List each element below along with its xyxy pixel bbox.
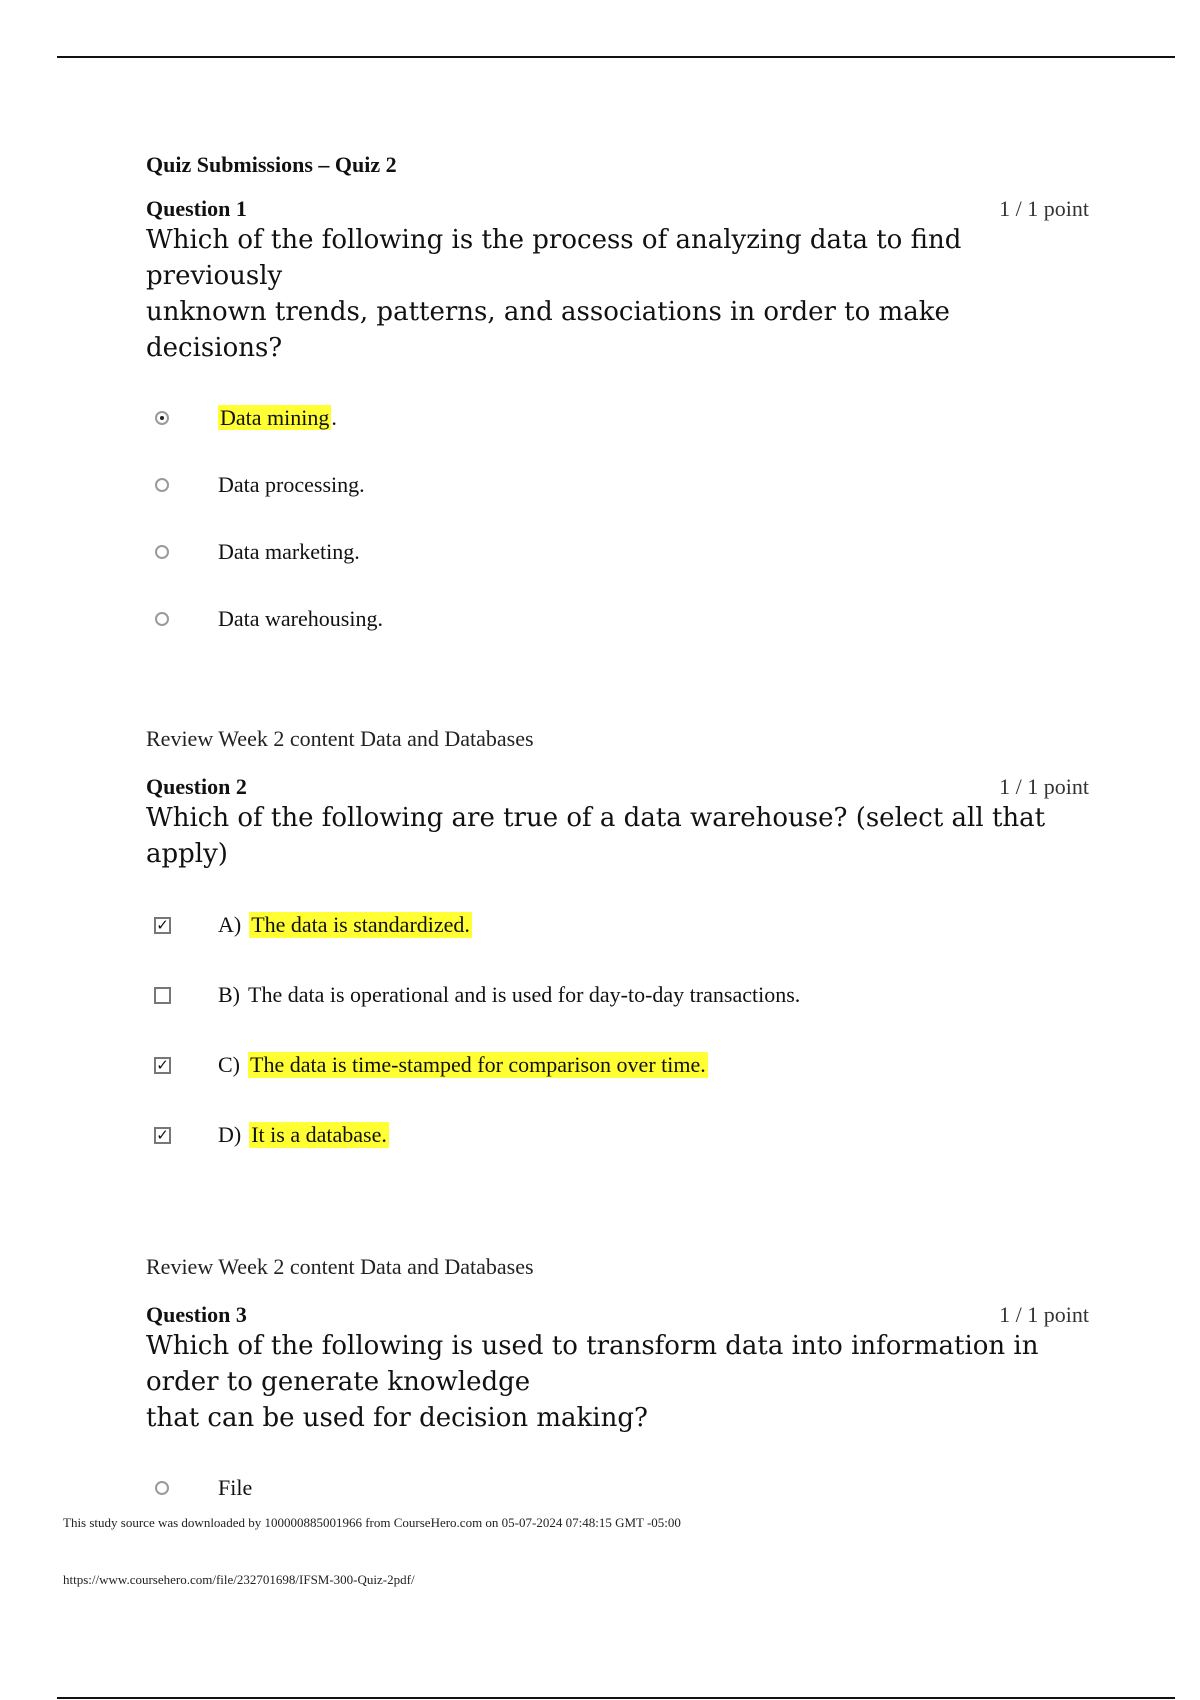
question-1 bbox=[146, 196, 1089, 752]
quiz-content bbox=[146, 152, 1089, 1521]
answer-label: File bbox=[218, 1474, 253, 1500]
answer-label: The data is time-stamped for comparison over time. bbox=[250, 1052, 706, 1077]
source-url: https://www.coursehero.com/file/232701698/IFSM-300-Quiz-2pdf/ bbox=[63, 1572, 415, 1587]
radio-icon[interactable] bbox=[155, 1481, 169, 1495]
checkbox-checked-icon[interactable]: ✓ bbox=[154, 1057, 171, 1074]
question-label: Question 3 bbox=[146, 1302, 247, 1327]
radio-icon[interactable] bbox=[155, 545, 169, 559]
answer-letter: A) bbox=[218, 912, 242, 937]
answer-letter: D) bbox=[218, 1122, 242, 1147]
answer-label: It is a database. bbox=[251, 1122, 387, 1147]
answer-option[interactable] bbox=[146, 1454, 1089, 1521]
answer-option[interactable] bbox=[146, 451, 1089, 518]
question-text: Which of the following is used to transform data into information in order to generate knowledge that can be used for decision making? bbox=[146, 1331, 1039, 1433]
question-2 bbox=[146, 774, 1089, 1280]
answer-letter: B) bbox=[218, 982, 240, 1007]
question-points: 1 / 1 point bbox=[999, 196, 1089, 221]
question-header bbox=[146, 774, 1089, 800]
review-note: Review Week 2 content Data and Databases bbox=[146, 726, 534, 751]
bottom-rule bbox=[57, 1697, 1175, 1699]
answer-options bbox=[146, 1454, 1089, 1521]
download-source-note: This study source was downloaded by 100000885001966 from CourseHero.com on 05-07-2024 07:48:15 GMT -05:00 bbox=[63, 1515, 681, 1530]
question-label: Question 2 bbox=[146, 774, 247, 799]
question-3 bbox=[146, 1302, 1089, 1521]
top-rule bbox=[57, 56, 1175, 58]
question-text: Which of the following are true of a data warehouse? (select all that apply) bbox=[146, 803, 1046, 869]
answer-options bbox=[146, 890, 1089, 1170]
question-header bbox=[146, 196, 1089, 222]
answer-letter: C) bbox=[218, 1052, 240, 1077]
question-text: Which of the following is the process of analyzing data to find previously unknown trends, patterns, and associations in order to make decisions? bbox=[146, 225, 962, 363]
answer-option[interactable] bbox=[146, 890, 1089, 960]
radio-icon[interactable] bbox=[155, 478, 169, 492]
answer-options bbox=[146, 384, 1089, 652]
answer-label: The data is operational and is used for day-to-day transactions. bbox=[248, 982, 801, 1007]
answer-highlight: Data mining bbox=[220, 404, 330, 430]
answer-option[interactable] bbox=[146, 1030, 1089, 1100]
checkbox-icon[interactable] bbox=[154, 987, 171, 1004]
answer-option[interactable] bbox=[146, 518, 1089, 585]
answer-label: Data marketing. bbox=[218, 538, 360, 564]
question-points: 1 / 1 point bbox=[999, 774, 1089, 799]
checkbox-checked-icon[interactable]: ✓ bbox=[154, 1127, 171, 1144]
answer-option[interactable] bbox=[146, 1100, 1089, 1170]
review-note: Review Week 2 content Data and Databases bbox=[146, 1254, 534, 1279]
question-label: Question 1 bbox=[146, 196, 247, 221]
answer-option[interactable] bbox=[146, 585, 1089, 652]
radio-selected-icon[interactable] bbox=[155, 411, 169, 425]
checkbox-checked-icon[interactable]: ✓ bbox=[154, 917, 171, 934]
radio-icon[interactable] bbox=[155, 612, 169, 626]
answer-option[interactable] bbox=[146, 960, 1089, 1030]
answer-option[interactable] bbox=[146, 384, 1089, 451]
answer-label: Data processing. bbox=[218, 471, 365, 497]
answer-label: Data warehousing. bbox=[218, 605, 383, 631]
question-points: 1 / 1 point bbox=[999, 1302, 1089, 1327]
question-header bbox=[146, 1302, 1089, 1328]
answer-label: Data mining. bbox=[220, 404, 337, 430]
answer-label: The data is standardized. bbox=[251, 912, 470, 937]
page-title: Quiz Submissions – Quiz 2 bbox=[146, 152, 397, 177]
